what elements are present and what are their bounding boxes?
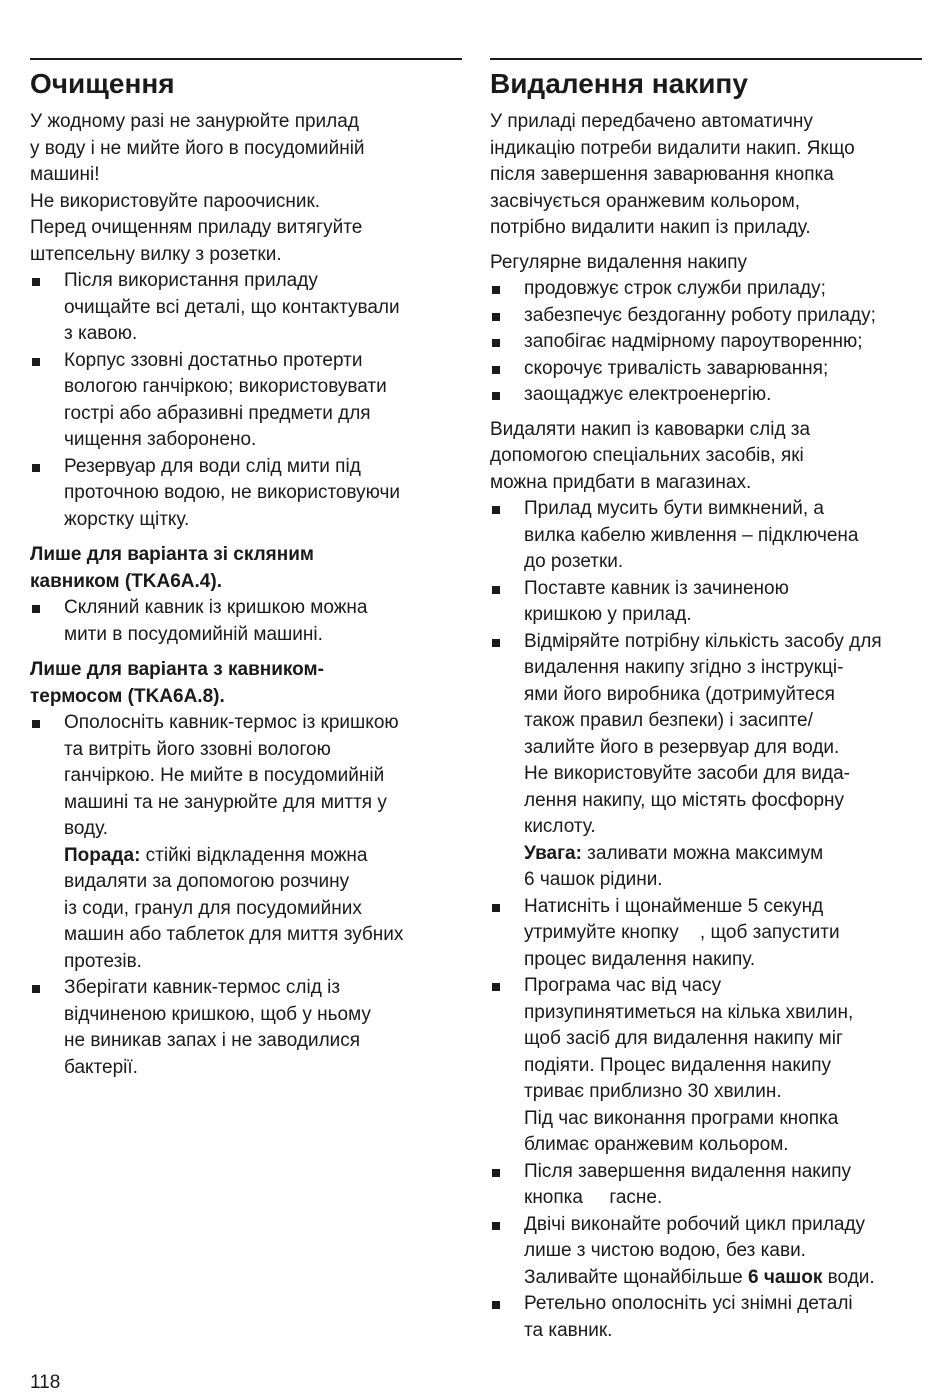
list-item: заощаджує електроенергію. (490, 382, 922, 409)
top-rule (30, 58, 462, 60)
list-item: Після використання приладу очищайте всі деталі, що контактували з кавою. (30, 268, 462, 348)
list-item: Натисніть і щонайменше 5 секунд утримуйте кнопку , щоб запустити процес видалення накипу. (490, 894, 922, 974)
regular-descaling-text: Регулярне видалення накипу (490, 251, 748, 273)
descaling-heading: Видалення накипу (490, 68, 748, 99)
thermo-jug-subheading: Лише для варіанта з кавником- термосом (TKA6A.8). (30, 659, 324, 707)
thermo-jug-list (30, 710, 462, 1081)
cleaning-column (30, 58, 462, 1081)
list-item: продовжує строк служби приладу; (490, 276, 922, 303)
list-item: Ретельно ополосніть усі знімні деталі та кавник. (490, 1291, 922, 1344)
list-item: Корпус ззовні достатньо протерти вологою ганчіркою; використовувати гострі або абразивні предмети для чищення заборонено. (30, 348, 462, 454)
descaling-steps-list (490, 496, 922, 1344)
list-item: Після завершення видалення накипу кнопка гасне. (490, 1159, 922, 1212)
list-item: забезпечує бездоганну роботу приладу; (490, 303, 922, 330)
list-item: Програма час від часу призупинятиметься на кілька хвилин, щоб засіб для видалення накипу міг подіяти. Процес видалення накипу триває приблизно 30 хвилин. Під час виконання програми кнопка блимає оранжевим кольором. (490, 973, 922, 1159)
benefits-list (490, 276, 922, 409)
descaling-intro: У приладі передбачено автоматичну індикацію потреби видалити накип. Якщо після завершення заварювання кнопка засвічується оранжевим кольором, потрібно видалити накип із приладу. (490, 111, 855, 238)
attention-line: Увага: заливати можна максимум (524, 842, 824, 864)
descaling-agents-text: Видаляти накип із кавоварки слід за допомогою спеціальних засобів, які можна придбати в магазинах. (490, 418, 811, 493)
page-number: 118 (30, 1372, 61, 1393)
list-item: Відміряйте потрібну кількість засобу для видалення накипу згідно з інструкці- ями його виробника (дотримуйтеся також правил безпеки) і засипте/ залийте його в резервуар для води. Не використовуйте засоби для вида- лення накипу, що містять фосфорну кислоту. Увага: заливати можна максимум 6 чашок рідини. (490, 629, 922, 894)
glass-jug-subheading: Лише для варіанта зі скляним кавником (TKA6A.4). (30, 544, 314, 592)
list-item: запобігає надмірному пароутворенню; (490, 329, 922, 356)
max-cups-line: Заливайте щонайбільше 6 чашок води. (524, 1266, 875, 1288)
cleaning-heading: Очищення (30, 68, 175, 99)
list-item: Ополосніть кавник-термос із кришкою та витріть його ззовні вологою ганчіркою. Не мийте в посудомийній машині та не занурюйте для миття у воду. Порада: стійкі відкладення можна видаляти за допомогою розчину із соди, гранул для посудомийних машин або таблеток для миття зубних протезів. (30, 710, 462, 975)
tip-line: Порада: стійкі відкладення можна (64, 844, 368, 866)
list-item: Скляний кавник із кришкою можна мити в посудомийній машині. (30, 595, 462, 648)
list-item: Поставте кавник із зачиненою кришкою у прилад. (490, 576, 922, 629)
glass-jug-list (30, 595, 462, 648)
cleaning-intro: У жодному разі не занурюйте прилад у воду і не мийте його в посудомийній машині! Не використовуйте пароочисник. Перед очищенням приладу витягуйте штепсельну вилку з розетки. (30, 111, 365, 265)
tip-label: Порада: (64, 844, 141, 866)
top-rule (490, 58, 922, 60)
list-item: Зберігати кавник-термос слід із відчиненою кришкою, щоб у ньому не виникав запах і не заводилися бактерії. (30, 975, 462, 1081)
list-item: Двічі виконайте робочий цикл приладу лише з чистою водою, без кави. Заливайте щонайбільше 6 чашок води. (490, 1212, 922, 1292)
list-item: Прилад мусить бути вимкнений, а вилка кабелю живлення – підключена до розетки. (490, 496, 922, 576)
attention-label: Увага: (524, 842, 582, 864)
list-item: Резервуар для води слід мити під проточною водою, не використовуючи жорстку щітку. (30, 454, 462, 534)
list-item: скорочує тривалість заварювання; (490, 356, 922, 383)
descaling-column (490, 58, 922, 1344)
cleaning-list (30, 268, 462, 533)
